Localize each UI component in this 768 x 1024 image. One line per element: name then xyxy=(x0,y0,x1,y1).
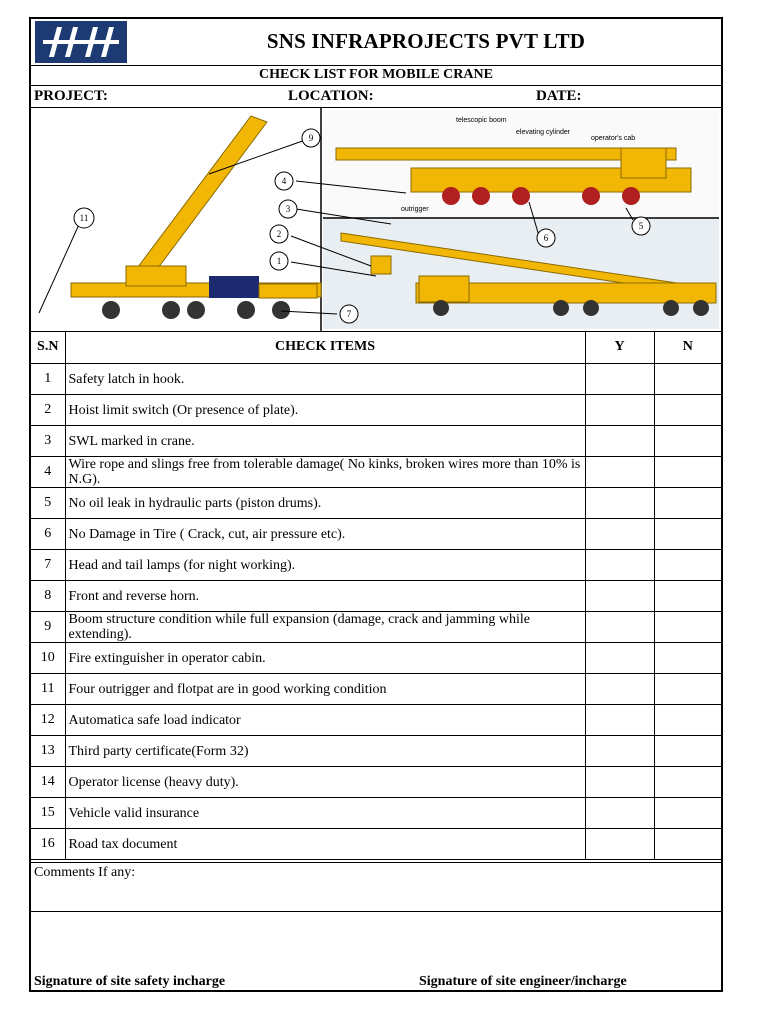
project-label: PROJECT: xyxy=(34,88,108,104)
checklist-sheet xyxy=(29,17,723,992)
row-sn: 15 xyxy=(31,798,65,829)
row-sn: 9 xyxy=(31,612,65,643)
row-check-item: Four outrigger and flotpat are in good working condition xyxy=(65,674,585,705)
callout-11: 11 xyxy=(79,213,89,223)
row-check-item: Operator license (heavy duty). xyxy=(65,767,585,798)
label-elevating-cylinder: elevating cylinder xyxy=(516,129,571,136)
row-no-cell[interactable] xyxy=(654,643,721,674)
row-sn: 1 xyxy=(31,364,65,395)
table-row xyxy=(31,736,721,767)
label-outrigger: outrigger xyxy=(401,206,429,213)
row-yes-cell[interactable] xyxy=(585,457,654,488)
row-yes-cell[interactable] xyxy=(585,581,654,612)
table-row xyxy=(31,395,721,426)
location-label: LOCATION: xyxy=(288,88,374,104)
row-no-cell[interactable] xyxy=(654,612,721,643)
table-row xyxy=(31,798,721,829)
company-logo xyxy=(35,21,127,63)
row-yes-cell[interactable] xyxy=(585,612,654,643)
row-sn: 8 xyxy=(31,581,65,612)
callout-1: 1 xyxy=(276,256,282,266)
row-yes-cell[interactable] xyxy=(585,550,654,581)
row-yes-cell[interactable] xyxy=(585,798,654,829)
row-no-cell[interactable] xyxy=(654,705,721,736)
row-sn: 7 xyxy=(31,550,65,581)
row-no-cell[interactable] xyxy=(654,581,721,612)
row-yes-cell[interactable] xyxy=(585,767,654,798)
table-row xyxy=(31,829,721,860)
row-check-item: Front and reverse horn. xyxy=(65,581,585,612)
callout-7: 7 xyxy=(346,309,352,319)
callout-5: 5 xyxy=(638,221,644,231)
row-no-cell[interactable] xyxy=(654,519,721,550)
row-no-cell[interactable] xyxy=(654,674,721,705)
row-check-item: Fire extinguisher in operator cabin. xyxy=(65,643,585,674)
col-header-sn: S.N xyxy=(31,331,65,364)
row-check-item: Wire rope and slings free from tolerable damage( No kinks, broken wires more than 10% is N.G). xyxy=(65,457,585,488)
row-sn: 5 xyxy=(31,488,65,519)
table-row xyxy=(31,519,721,550)
row-sn: 4 xyxy=(31,457,65,488)
row-sn: 3 xyxy=(31,426,65,457)
row-yes-cell[interactable] xyxy=(585,519,654,550)
callout-6: 6 xyxy=(543,233,549,243)
signature-site-engineer: Signature of site engineer/incharge xyxy=(419,974,627,989)
signature-safety-incharge: Signature of site safety incharge xyxy=(34,974,226,989)
row-check-item: Road tax document xyxy=(65,829,585,860)
table-row xyxy=(31,488,721,519)
row-check-item: Boom structure condition while full expansion (damage, crack and jamming while extending). xyxy=(65,612,585,643)
callout-9: 9 xyxy=(308,133,314,143)
crane-figure xyxy=(31,108,721,332)
header-row xyxy=(31,19,721,66)
table-row xyxy=(31,550,721,581)
table-header-row xyxy=(31,331,721,364)
row-sn: 2 xyxy=(31,395,65,426)
row-no-cell[interactable] xyxy=(654,364,721,395)
label-operators-cab: operator's cab xyxy=(591,135,636,142)
row-no-cell[interactable] xyxy=(654,457,721,488)
row-check-item: Head and tail lamps (for night working). xyxy=(65,550,585,581)
callout-2: 2 xyxy=(276,229,282,239)
row-yes-cell[interactable] xyxy=(585,364,654,395)
checklist-title: CHECK LIST FOR MOBILE CRANE xyxy=(31,65,721,86)
row-no-cell[interactable] xyxy=(654,426,721,457)
row-check-item: Hoist limit switch (Or presence of plate). xyxy=(65,395,585,426)
row-sn: 6 xyxy=(31,519,65,550)
row-no-cell[interactable] xyxy=(654,736,721,767)
row-no-cell[interactable] xyxy=(654,550,721,581)
meta-row xyxy=(31,86,721,108)
table-row xyxy=(31,457,721,488)
table-row xyxy=(31,674,721,705)
table-row xyxy=(31,705,721,736)
row-no-cell[interactable] xyxy=(654,488,721,519)
row-yes-cell[interactable] xyxy=(585,674,654,705)
row-no-cell[interactable] xyxy=(654,829,721,860)
label-telescopic-boom: telescopic boom xyxy=(456,117,507,124)
row-no-cell[interactable] xyxy=(654,395,721,426)
row-yes-cell[interactable] xyxy=(585,395,654,426)
row-check-item: Safety latch in hook. xyxy=(65,364,585,395)
col-header-no: N xyxy=(654,331,721,364)
comments-box[interactable] xyxy=(31,862,721,912)
callout-4: 4 xyxy=(281,176,287,186)
table-row xyxy=(31,581,721,612)
row-check-item: Third party certificate(Form 32) xyxy=(65,736,585,767)
row-sn: 14 xyxy=(31,767,65,798)
row-check-item: No Damage in Tire ( Crack, cut, air pressure etc). xyxy=(65,519,585,550)
row-sn: 13 xyxy=(31,736,65,767)
row-yes-cell[interactable] xyxy=(585,705,654,736)
table-row xyxy=(31,767,721,798)
table-row xyxy=(31,426,721,457)
row-yes-cell[interactable] xyxy=(585,643,654,674)
row-sn: 12 xyxy=(31,705,65,736)
col-header-items: CHECK ITEMS xyxy=(65,331,585,364)
row-sn: 16 xyxy=(31,829,65,860)
row-check-item: SWL marked in crane. xyxy=(65,426,585,457)
row-check-item: Vehicle valid insurance xyxy=(65,798,585,829)
date-label: DATE: xyxy=(536,88,582,104)
company-name: SNS INFRAPROJECTS PVT LTD xyxy=(266,29,586,53)
row-sn: 10 xyxy=(31,643,65,674)
row-yes-cell[interactable] xyxy=(585,488,654,519)
row-yes-cell[interactable] xyxy=(585,829,654,860)
row-sn: 11 xyxy=(31,674,65,705)
table-row xyxy=(31,364,721,395)
table-row xyxy=(31,643,721,674)
row-no-cell[interactable] xyxy=(654,798,721,829)
comments-label: Comments If any: xyxy=(34,865,136,880)
callout-3: 3 xyxy=(285,204,291,214)
row-check-item: No oil leak in hydraulic parts (piston drums). xyxy=(65,488,585,519)
row-no-cell[interactable] xyxy=(654,767,721,798)
row-check-item: Automatica safe load indicator xyxy=(65,705,585,736)
col-header-yes: Y xyxy=(585,331,654,364)
row-yes-cell[interactable] xyxy=(585,736,654,767)
row-yes-cell[interactable] xyxy=(585,426,654,457)
table-row xyxy=(31,612,721,643)
checklist-table xyxy=(31,331,721,860)
